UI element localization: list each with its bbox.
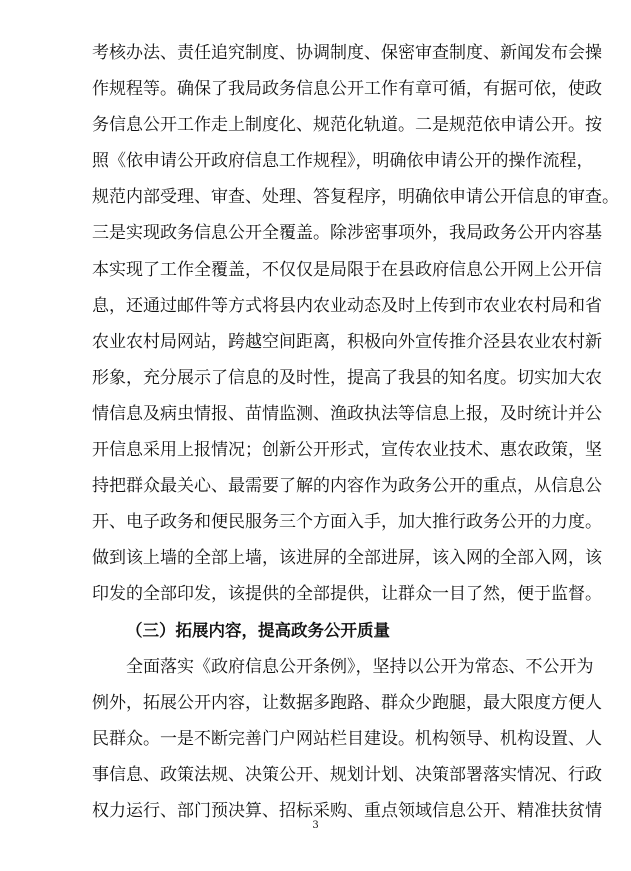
text-line: 情信息及病虫情报、苗情监测、渔政执法等信息上报，及时统计并公 xyxy=(92,403,602,424)
text-line: 民群众。一是不断完善门户网站栏目建设。机构领导、机构设置、人 xyxy=(92,728,602,749)
text-line: 做到该上墙的全部上墙，该进屏的全部进屏，该入网的全部入网，该 xyxy=(92,548,602,569)
text-line: 形象，充分展示了信息的及时性，提高了我县的知名度。切实加大农 xyxy=(92,367,602,388)
text-line: 持把群众最关心、最需要了解的内容作为政务公开的重点，从信息公 xyxy=(92,476,602,497)
text-line: 例外，拓展公开内容，让数据多跑路、群众少跑腿，最大限度方便人 xyxy=(92,692,602,713)
text-line: 开、电子政务和便民服务三个方面入手，加大推行政务公开的力度。 xyxy=(92,512,602,533)
paragraph-2 xyxy=(92,649,602,829)
section-heading: （三）拓展内容，提高政务公开质量 xyxy=(126,620,390,640)
text-line: 开信息采用上报情况；创新公开形式，宣传农业技术、惠农政策，坚 xyxy=(92,440,602,461)
text-line: 务信息公开工作走上制度化、规范化轨道。二是规范依申请公开。按 xyxy=(92,115,602,136)
text-line: 照《依申请公开政府信息工作规程》，明确依申请公开的操作流程， xyxy=(92,151,594,172)
text-line: 事信息、政策法规、决策公开、规划计划、决策部署落实情况、行政 xyxy=(92,764,602,785)
paragraph-1 xyxy=(92,35,619,613)
text-line: 农业农村局网站，跨越空间距离，积极向外宣传推介泾县农业农村新 xyxy=(92,331,602,352)
text-line: 印发的全部印发，该提供的全部提供，让群众一目了然，便于监督。 xyxy=(92,584,602,605)
text-line: 本实现了工作全覆盖，不仅仅是局限于在县政府信息公开网上公开信 xyxy=(92,259,602,280)
page-number: 3 xyxy=(312,820,319,831)
text-line: 规范内部受理、审查、处理、答复程序，明确依申请公开信息的审查。 xyxy=(92,187,619,208)
text-line: 三是实现政务信息公开全覆盖。除涉密事项外，我局政务公开内容基 xyxy=(92,223,602,244)
text-line: 息，还通过邮件等方式将县内农业动态及时上传到市农业农村局和省 xyxy=(92,295,602,316)
text-line: 全面落实《政府信息公开条例》，坚持以公开为常态、不公开为 xyxy=(126,656,594,677)
text-line: 作规程等。确保了我局政务信息公开工作有章可循，有据可依，使政 xyxy=(92,79,602,100)
text-line: 权力运行、部门预决算、招标采购、重点领域信息公开、精准扶贫情 xyxy=(92,800,602,821)
body-text xyxy=(92,35,619,829)
text-line: 考核办法、责任追究制度、协调制度、保密审查制度、新闻发布会操 xyxy=(92,43,602,63)
